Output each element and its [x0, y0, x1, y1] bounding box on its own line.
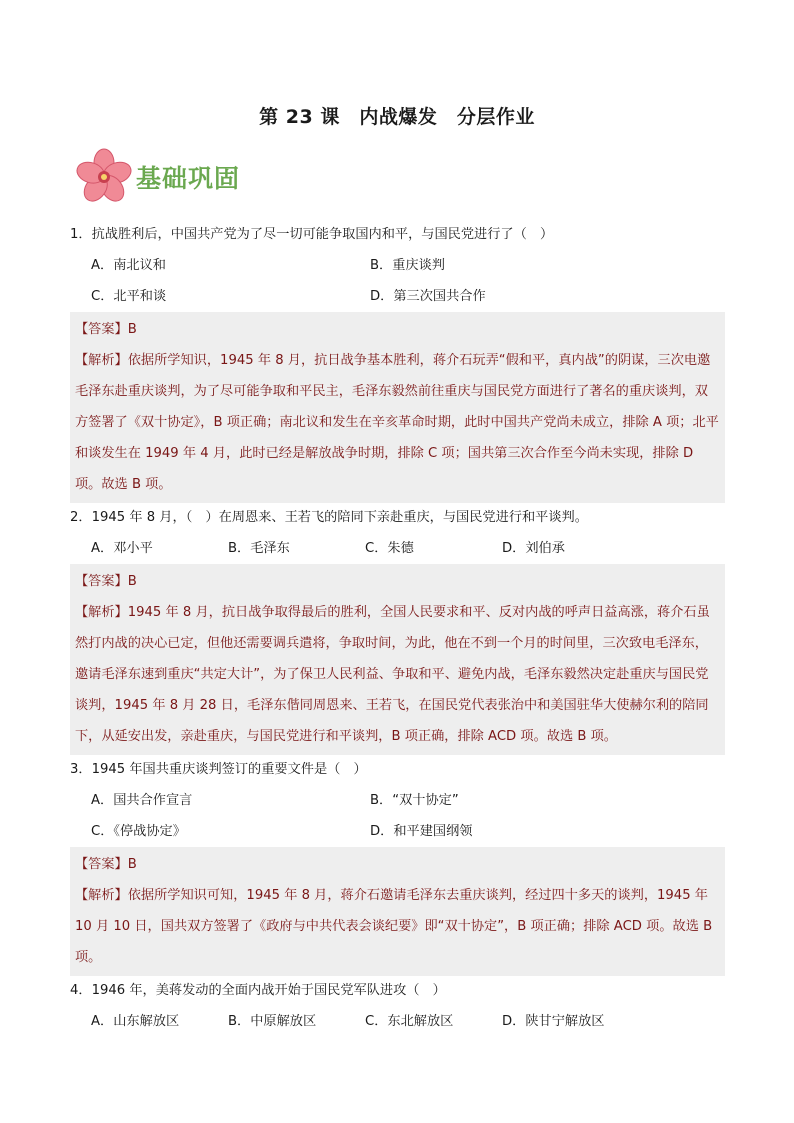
question-number: 1．: [70, 227, 92, 242]
analysis-text: [75, 605, 710, 744]
answer-value: B: [127, 857, 137, 872]
option-a[interactable]: A．山东解放区: [91, 1014, 180, 1029]
question-list: [70, 224, 725, 1033]
answer-value: B: [127, 574, 137, 589]
option-d[interactable]: D．和平建国纲领: [370, 824, 473, 839]
option-b[interactable]: B．“双十协定”: [370, 793, 459, 808]
question-3-text: [70, 759, 725, 781]
question-1-text: [70, 224, 725, 246]
answer-line: [75, 849, 721, 880]
analysis-text: [75, 353, 719, 492]
question-1: [70, 224, 725, 503]
question-stem: 抗战胜利后，中国共产党为了尽一切可能争取国内和平，与国民党进行了（ ）: [91, 227, 554, 242]
option-d[interactable]: D．第三次国共合作: [370, 289, 486, 304]
option-b[interactable]: B．中原解放区: [228, 1014, 317, 1029]
analysis-body: 依据所学知识，1945 年 8 月，抗日战争基本胜利，蒋介石玩弄“假和平，真内战”的阴谋，三次电邀毛泽东赴重庆谈判，为了尽可能争取和平民主，毛泽东毅然前往重庆与国民党方面进行了著名的重庆谈判，双方签署了《双十协定》，B 项正确；南北议和发生在辛亥革命时期，此时中国共产党尚未成立，排除 A 项；北平和谈发生在 1949 年 4 月，此时已经是解放战争时期，排除 C 项；国共第三次合作至今尚未实现，排除 D 项。故选 B 项。: [75, 353, 719, 492]
answer-line: [75, 314, 721, 345]
option-a[interactable]: A．邓小平: [91, 541, 153, 556]
section-header: [74, 148, 334, 208]
analysis-label: 【解析】: [75, 353, 128, 368]
question-number: 2．: [70, 510, 92, 525]
answer-label: 【答案】: [75, 322, 128, 337]
options-row: [70, 1006, 725, 1033]
analysis-label: 【解析】: [75, 888, 128, 903]
question-number: 4．: [70, 983, 92, 998]
question-3: [70, 759, 725, 976]
flower-icon: [74, 148, 136, 206]
page-title: 第 23 课 内战爆发 分层作业: [259, 106, 535, 128]
question-2-text: [70, 507, 725, 529]
option-a[interactable]: A．南北议和: [91, 258, 166, 273]
analysis-text: [75, 888, 712, 965]
answer-box: [70, 847, 725, 976]
options-row: [70, 785, 725, 812]
options-row: [70, 250, 725, 277]
option-a[interactable]: A．国共合作宣言: [91, 793, 193, 808]
option-c[interactable]: C．《停战协定》: [91, 824, 186, 839]
option-c[interactable]: C．朱德: [365, 541, 414, 556]
answer-value: B: [127, 322, 137, 337]
options-row: [70, 533, 725, 560]
option-c[interactable]: C．北平和谈: [91, 289, 167, 304]
question-stem: 1946 年，美蒋发动的全面内战开始于国民党军队进攻（ ）: [91, 983, 446, 998]
question-number: 3．: [70, 762, 92, 777]
analysis-label: 【解析】: [75, 605, 128, 620]
question-stem: 1945 年 8 月，（ ）在周恩来、王若飞的陪同下亲赴重庆，与国民党进行和平谈判。: [91, 510, 588, 525]
question-stem: 1945 年国共重庆谈判签订的重要文件是（ ）: [91, 762, 367, 777]
answer-box: [70, 564, 725, 755]
options-row: [70, 816, 725, 843]
question-4: [70, 980, 725, 1033]
answer-line: [75, 566, 721, 597]
answer-label: 【答案】: [75, 574, 128, 589]
analysis-body: 依据所学知识可知，1945 年 8 月，蒋介石邀请毛泽东去重庆谈判，经过四十多天的谈判，1945 年 10 月 10 日，国共双方签署了《政府与中共代表会谈纪要》即“双十协定”，B 项正确；排除 ACD 项。故选 B 项。: [75, 888, 713, 965]
option-c[interactable]: C．东北解放区: [365, 1014, 454, 1029]
section-label: 基础巩固: [136, 164, 241, 193]
answer-box: [70, 312, 725, 503]
question-4-text: [70, 980, 725, 1002]
analysis-body: 1945 年 8 月，抗日战争取得最后的胜利，全国人民要求和平、反对内战的呼声日益高涨，蒋介石虽然打内战的决心已定，但他还需要调兵遣将，争取时间，为此，他在不到一个月的时间里，三次致电毛泽东，邀请毛泽东速到重庆“共定大计”，为了保卫人民利益、争取和平、避免内战，毛泽东毅然决定赴重庆与国民党谈判，1945 年 8 月 28 日，毛泽东偕同周恩来、王若飞，在国民党代表张治中和美国驻华大使赫尔利的陪同下，从延安出发，亲赴重庆，与国民党进行和平谈判，B 项正确，排除 ACD 项。故选 B 项。: [75, 605, 710, 744]
option-d[interactable]: D．刘伯承: [502, 541, 565, 556]
answer-label: 【答案】: [75, 857, 128, 872]
option-b[interactable]: B．毛泽东: [228, 541, 290, 556]
options-row: [70, 281, 725, 308]
question-2: [70, 507, 725, 755]
option-d[interactable]: D．陕甘宁解放区: [502, 1014, 605, 1029]
option-b[interactable]: B．重庆谈判: [370, 258, 445, 273]
